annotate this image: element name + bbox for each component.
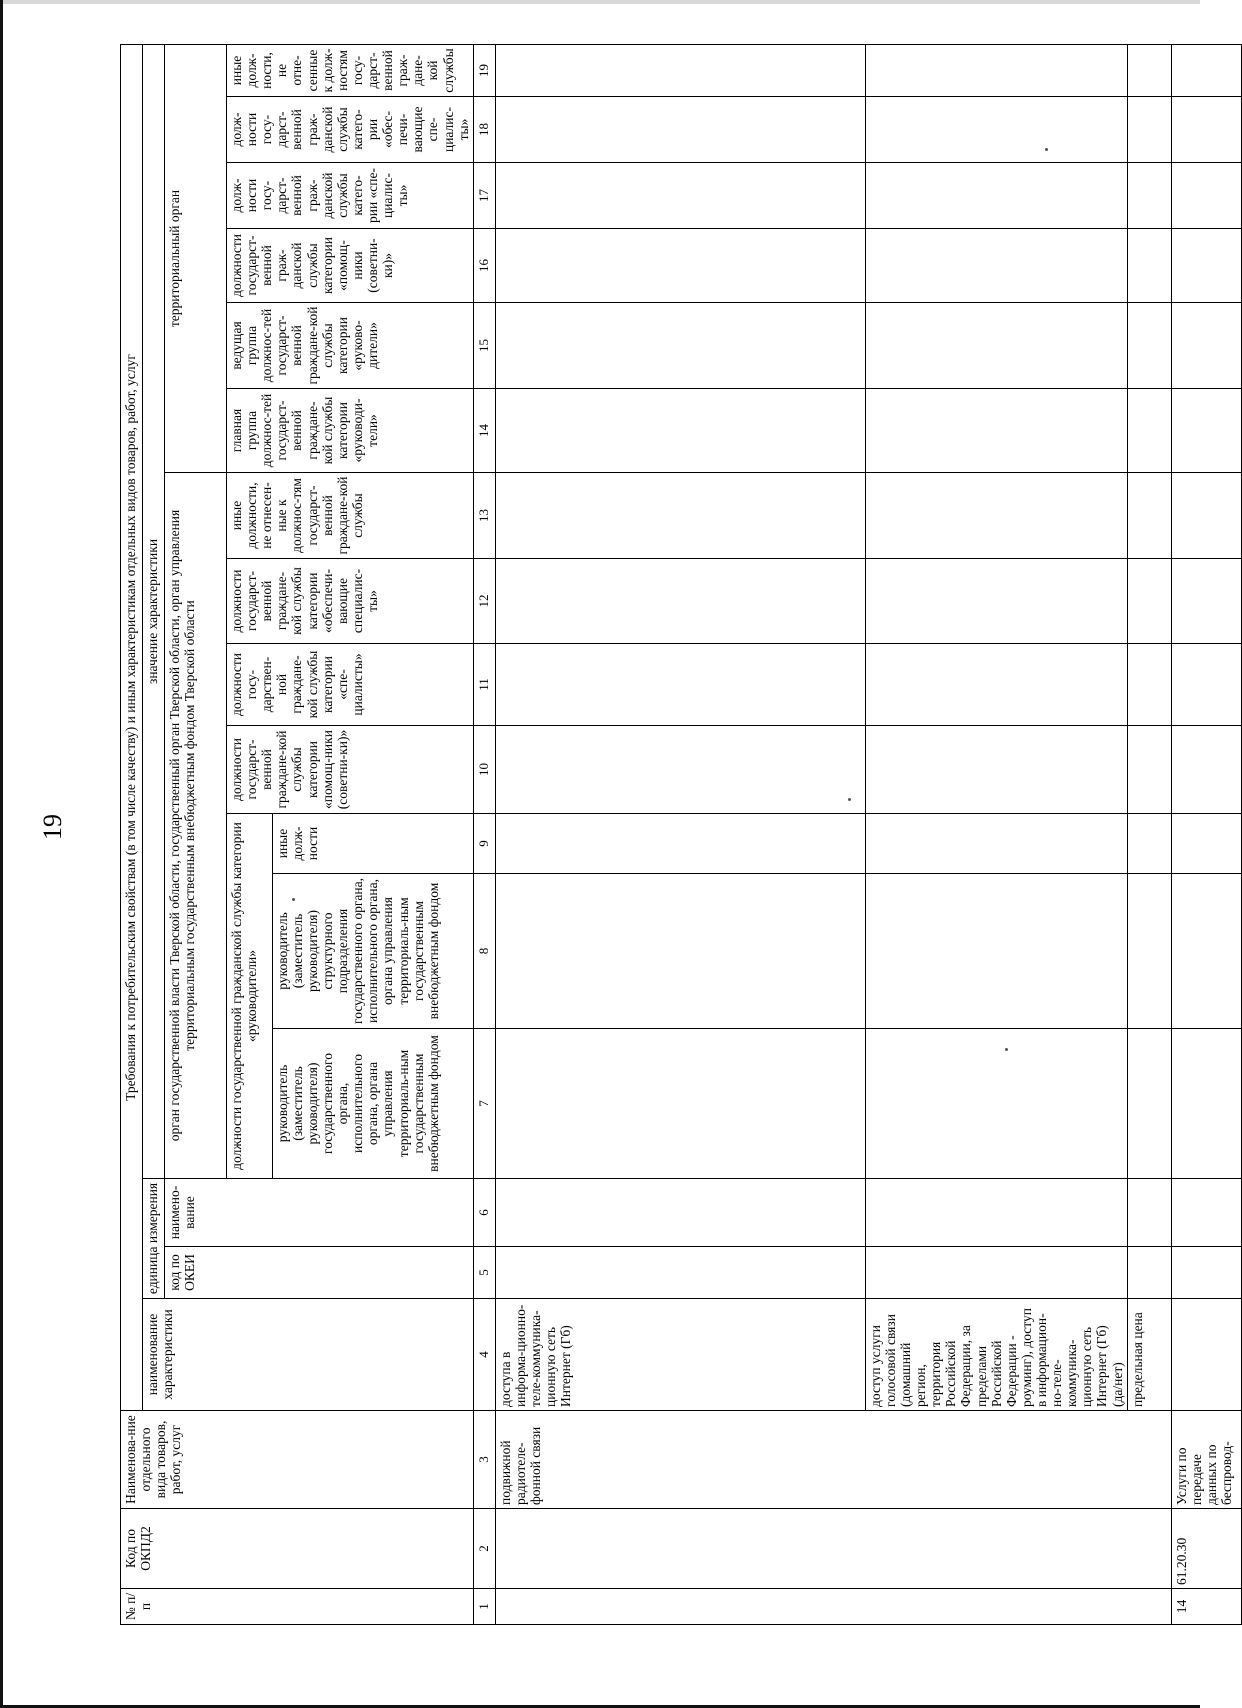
column-numbers-row <box>473 44 495 1624</box>
empty-cell <box>1171 814 1241 874</box>
column-number: 4 <box>473 1299 495 1411</box>
column-number: 3 <box>473 1411 495 1509</box>
empty-cell <box>865 559 1127 644</box>
leaders-group-header: должности государственной гражданской службы категории «руководители» <box>227 814 273 1179</box>
empty-cell <box>865 1029 1127 1179</box>
col-head-15: ведущая группа должнос-тей государст-венной граждане-кой службы категории «руково-дители» <box>227 303 474 389</box>
values-header: значение характеристики <box>143 44 165 1178</box>
column-number: 19 <box>473 44 495 96</box>
col-head-name: Наименова-ние отдельного вида товаров, работ, услуг <box>121 1411 474 1509</box>
empty-cell <box>1127 814 1171 874</box>
col-head-16: должности государст-венной граж-данской службы категории «помощ-ники (советни-ки)» <box>227 229 474 303</box>
empty-cell <box>865 229 1127 303</box>
empty-cell <box>865 44 1127 96</box>
empty-cell <box>1171 473 1241 559</box>
col-head-12: должности государст-венной граждане-кой службы категории «обеспечи-вающие специалис-ты» <box>227 559 474 644</box>
service-name-cell: Услуги по передаче данных по беспровод- <box>1171 1411 1241 1509</box>
empty-cell <box>1171 1247 1241 1299</box>
empty-cell <box>495 389 865 473</box>
col-head-19: иные долж-ности, не отне-сенные к долж-ностям госу-дарст-венной граж-дане-кой службы <box>227 44 474 96</box>
empty-cell <box>1127 473 1171 559</box>
empty-cell <box>495 559 865 644</box>
empty-cell <box>865 1247 1127 1299</box>
col-head-8: руководитель (заместитель руководителя) структурного подразделения государственного органа, исполнительного органа, органа управления территориаль-ным государственным внебюджетным фондом <box>272 874 473 1029</box>
column-number: 11 <box>473 644 495 726</box>
empty-cell <box>1171 389 1241 473</box>
empty-cell <box>1171 163 1241 229</box>
empty-cell <box>495 229 865 303</box>
empty-cell <box>1171 97 1241 163</box>
column-number: 14 <box>473 389 495 473</box>
empty-cell <box>865 874 1127 1029</box>
empty-cell <box>1127 44 1171 96</box>
col-head-num: № п/п <box>121 1589 474 1625</box>
empty-cell <box>1127 726 1171 814</box>
column-number: 6 <box>473 1179 495 1247</box>
col-head-10: должности государст-венной граждане-кой службы категории «помощ-ники (советни-ки)» <box>227 726 474 814</box>
unit-code-header: код по ОКЕИ <box>165 1247 474 1299</box>
empty-cell <box>495 97 865 163</box>
empty-cell <box>495 303 865 389</box>
requirements-header: Требования к потребительским свойствам (в том числе качеству) и иным характеристикам отдельных видов товаров, работ, услуг <box>121 44 143 1410</box>
empty-cell <box>495 1029 865 1179</box>
empty-cell <box>495 644 865 726</box>
empty-cell <box>1127 559 1171 644</box>
table-row <box>1171 44 1241 1624</box>
empty-cell <box>1127 163 1171 229</box>
col-head-17: долж-ности госу-дарст-венной граж-данской службы катего-рии «спе-циалис-ты» <box>227 163 474 229</box>
characteristic-cell: доступ услуги голосовой связи (домашний регион, территория Российской Федерации, за пределами Российской Федерации - роуминг), доступ в информацион-но-теле-коммуника-ционную сеть Интернет (Гб) (да/нет) <box>865 1299 1127 1411</box>
empty-cell <box>495 874 865 1029</box>
col-head-14: главная группа должнос-тей государст-венной граждане-кой службы категории «руководи-тели» <box>227 389 474 473</box>
empty-cell <box>1171 644 1241 726</box>
column-number: 13 <box>473 473 495 559</box>
col-head-okpd: Код по ОКПД2 <box>121 1509 474 1589</box>
empty-cell <box>1127 97 1171 163</box>
col-head-11: должности госу-дарствен-ной граждане-кой службы категории «спе-циалисты» <box>227 644 474 726</box>
empty-cell <box>865 814 1127 874</box>
col-head-7: руководитель (заместитель руководителя) государственного органа, исполнительного органа, органа управления территориаль-ным государственным внебюджетным фондом <box>272 1029 473 1179</box>
empty-cell <box>495 726 865 814</box>
empty-cell <box>865 1179 1127 1247</box>
empty-cell <box>1171 44 1241 96</box>
organ-header: орган государственной власти Тверской области, государственный орган Тверской области, орган управления территориальным государственным внебюджетным фондом Тверской области <box>165 473 227 1179</box>
scan-top-edge <box>0 0 1200 4</box>
char-name-header: наименование характеристики <box>143 1299 474 1411</box>
empty-cell <box>865 644 1127 726</box>
empty-cell <box>495 1179 865 1247</box>
empty-cell <box>495 44 865 96</box>
empty-cell <box>865 726 1127 814</box>
territorial-header: территориальный орган <box>165 44 227 472</box>
empty-cell <box>865 97 1127 163</box>
empty-cell <box>865 303 1127 389</box>
empty-cell <box>1171 726 1241 814</box>
column-number: 5 <box>473 1247 495 1299</box>
empty-cell <box>495 814 865 874</box>
table-row <box>865 44 1127 1624</box>
empty-cell <box>1171 303 1241 389</box>
column-number: 7 <box>473 1029 495 1179</box>
characteristic-cell: доступа в информа-ционно-теле-коммуника-ционную сеть Интернет (Гб) <box>495 1299 865 1411</box>
service-name-cell: подвижной радиотеле-фонной связи <box>495 1411 1171 1509</box>
empty-cell <box>1171 1029 1241 1179</box>
empty-cell <box>1127 644 1171 726</box>
empty-cell <box>495 473 865 559</box>
empty-cell <box>1127 389 1171 473</box>
unit-name-header: наимено-вание <box>165 1179 474 1247</box>
empty-cell <box>1127 229 1171 303</box>
col-head-9: иные долж-ности <box>272 814 473 874</box>
empty-cell <box>495 1247 865 1299</box>
row-num-cell <box>495 1589 1171 1625</box>
empty-cell <box>865 163 1127 229</box>
empty-cell <box>1171 1299 1241 1411</box>
column-number: 12 <box>473 559 495 644</box>
empty-cell <box>1171 229 1241 303</box>
empty-cell <box>495 163 865 229</box>
column-number: 10 <box>473 726 495 814</box>
page-number: 19 <box>38 814 67 840</box>
col-head-13: иные должности, не отнесен-ные к должнос-тям государст-венной граждане-кой службы <box>227 473 474 559</box>
empty-cell <box>865 473 1127 559</box>
column-number: 9 <box>473 814 495 874</box>
column-number: 1 <box>473 1589 495 1625</box>
rotated-table-container <box>120 45 1234 1625</box>
empty-cell <box>1171 1179 1241 1247</box>
table-row <box>1127 44 1171 1624</box>
empty-cell <box>1127 1247 1171 1299</box>
column-number: 16 <box>473 229 495 303</box>
row-code-cell: 61.20.30 <box>1171 1509 1241 1589</box>
empty-cell <box>865 389 1127 473</box>
empty-cell <box>1171 874 1241 1029</box>
empty-cell <box>1127 303 1171 389</box>
column-number: 8 <box>473 874 495 1029</box>
row-num-cell: 14 <box>1171 1589 1241 1625</box>
column-number: 2 <box>473 1509 495 1589</box>
empty-cell <box>1127 874 1171 1029</box>
col-head-18: долж-ности госу-дарст-венной граж-данской службы катего-рии «обес-печи-вающие спе-циалис-ты» <box>227 97 474 163</box>
unit-header: единица измерения <box>143 1179 165 1299</box>
row-code-cell <box>495 1509 1171 1589</box>
column-number: 17 <box>473 163 495 229</box>
empty-cell <box>1127 1179 1171 1247</box>
empty-cell <box>1171 559 1241 644</box>
column-number: 18 <box>473 97 495 163</box>
column-number: 15 <box>473 303 495 389</box>
characteristic-cell: предельная цена <box>1127 1299 1171 1411</box>
scan-left-edge <box>0 0 3 1708</box>
empty-cell <box>1127 1029 1171 1179</box>
table-row <box>495 44 865 1624</box>
requirements-table <box>120 44 1242 1625</box>
